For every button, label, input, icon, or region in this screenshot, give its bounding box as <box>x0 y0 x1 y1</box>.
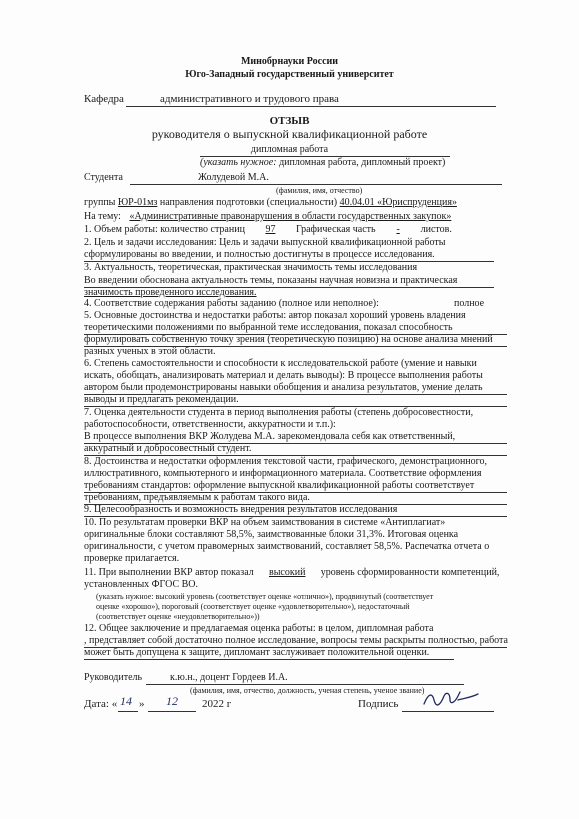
item-11-note-2: оценке «хорошо»), пороговый (соответствует оценке «удовлетворительно»), недостаточный <box>96 602 410 611</box>
document-subtitle: руководителя о выпускной квалификационной работе <box>151 127 428 141</box>
item-8-line-4: требованиям, предъявляемым к работам такого вида. <box>84 492 310 503</box>
item-3-line-1: 3. Актуальность, теоретическая, практическая значимость темы исследования <box>84 262 418 273</box>
competence-level: высокий <box>268 567 306 578</box>
item-3-underline <box>84 287 494 288</box>
handwritten-signature-icon <box>420 688 484 710</box>
item-6-line-2: искать, обобщать, анализировать материал и делать выводы): В процессе выполнения работы <box>84 370 483 381</box>
item-1: 1. Объем работы: количество страниц 97 Графическая часть - листов. <box>84 224 452 235</box>
student-caption: (фамилия, имя, отчество) <box>276 186 363 195</box>
item-6-line-1: 6. Степень самостоятельности и способности к исследовательской работе (умение и навыки <box>84 358 477 369</box>
date-day: 14 <box>120 694 132 708</box>
item-6-line-4: выводы и предлагать рекомендации. <box>84 394 239 405</box>
date-month: 12 <box>166 694 178 708</box>
work-type-hint: (указать нужное: дипломная работа, дипломный проект) <box>200 157 446 168</box>
item-3-line-2: Во введении обоснована актуальность темы, показаны научная новизна и практическая <box>84 275 458 286</box>
ministry-name: Минобрнауки России <box>240 56 339 67</box>
item-5-line-2: теоретическими положениями по выбранной теме исследования, показал способность <box>84 322 453 333</box>
item-11-note-1: (указать нужное: высокий уровень (соответствует оценке «отлично»), продвинутый (соответствует <box>96 592 434 601</box>
group-value: ЮР-01мз <box>117 197 158 208</box>
direction-value: 40.04.01 «Юриспруденция» <box>339 197 457 208</box>
item-12-line-1: 12. Общее заключение и предлагаемая оценка работы: в целом, дипломная работа <box>84 623 434 634</box>
date-year: 2022 г <box>202 698 232 710</box>
item-11: 11. При выполнении ВКР автор показал высокий уровень сформированности компетенций, <box>84 567 500 578</box>
item-3-line-3: значимость проведенного исследования. <box>84 287 257 298</box>
item-8-line-1: 8. Достоинства и недостатки оформления текстовой части, графического, демонстрационного, <box>84 456 488 467</box>
supervisor-value: к.ю.н., доцент Гордеев И.А. <box>170 672 288 683</box>
student-value: Жолудевой М.А. <box>198 172 269 183</box>
date-month-underline <box>148 711 196 712</box>
item-9: 9. Целесообразность и возможность внедрения результатов исследования <box>84 504 398 515</box>
item-5-line-3: формулировать собственную точку зрения (теоретическую позицию) на основе анализа мнений <box>84 334 493 345</box>
item-11-line-2: установленных ФГОС ВО. <box>84 579 198 590</box>
item-6-line-3: автором были продемонстрированы навыки обобщения и анализа результатов, умение делать <box>84 382 483 393</box>
student-underline <box>130 184 502 185</box>
graphic-sheets: - <box>396 224 400 235</box>
item-5-underline-b <box>84 346 507 347</box>
kafedra-underline <box>126 106 496 107</box>
item-2-line-1: 2. Цель и задачи исследования: Цель и задачи выпускной квалификационной работы <box>84 237 446 248</box>
item-7-line-1: 7. Оценка деятельности студента в период выполнения работы (степень добросовестности, <box>84 407 474 418</box>
item-7-underline-a <box>84 443 507 444</box>
item-10-line-2: оригинальные блоки составляют 58,5%, заимствованные блоки 31,3%. Итоговая оценка <box>84 529 459 540</box>
supervisor-caption: (фамилия, имя, отчество, должность, ученая степень, ученое звание) <box>190 686 425 695</box>
supervisor-underline <box>146 684 464 685</box>
item-8-line-3: требованиям стандартов: оформление выпускной квалификационной работы соответствует <box>84 480 475 491</box>
item-7-line-2: работоспособности, ответственности, аккуратности и т.п.): <box>84 419 336 430</box>
signature-label: Подпись <box>358 698 399 710</box>
item-8-line-2: иллюстративного, компьютерного и информационного материала. Соответствие оформления <box>84 468 482 479</box>
item-8-underline-a <box>84 492 507 493</box>
item-10-line-3: оригинальности, с учетом правомерных заимствований, составляет 58,5%. Распечатка отчета о <box>84 541 490 552</box>
date-day-underline <box>118 711 138 712</box>
student-label: Студента <box>84 172 123 183</box>
item-5-underline-a <box>84 334 507 335</box>
item-6-underline-a <box>84 394 507 395</box>
item-10-line-4: проверке прилагается. <box>84 553 180 564</box>
group-line: группы ЮР-01мз направления подготовки (специальности) 40.04.01 «Юриспруденция» <box>84 197 457 208</box>
item-5-line-1: 5. Основные достоинства и недостатки работы: автор показал хороший уровень владения <box>84 310 466 321</box>
date-mid: » <box>139 698 145 710</box>
item-7-line-4: аккуратный и добросовестный студент. <box>84 443 252 454</box>
item-12-line-2: , представляет собой достаточно полное исследование, вопросы темы раскрыты полностью, работа <box>84 635 508 646</box>
kafedra-value: административного и трудового права <box>160 93 339 105</box>
university-name: Юго-Западный государственный университет <box>185 69 394 80</box>
item-4-value: полное <box>454 298 485 309</box>
item-12-underline-b <box>84 659 454 660</box>
item-10-line-1: 10. По результатам проверки ВКР на объем заимствования в системе «Антиплагиат» <box>84 517 446 528</box>
date-label: Дата: « <box>84 698 118 710</box>
supervisor-label: Руководитель <box>84 672 143 683</box>
topic-value: «Административные правонарушения в области государственных закупок» <box>129 211 452 222</box>
item-5-line-4: разных ученых в этой области. <box>84 346 216 357</box>
item-2-line-2: сформулированы во введении, и полностью достигнуты в процессе исследования. <box>84 249 435 260</box>
kafedra-label: Кафедра <box>84 93 124 105</box>
item-7-line-3: В процессе выполнения ВКР Жолудева М.А. зарекомендовала себя как ответственный, <box>84 431 456 442</box>
pages-count: 97 <box>265 224 276 235</box>
signature-underline <box>402 711 494 712</box>
work-type-value: дипломная работа <box>250 144 329 155</box>
item-4-label: 4. Соответствие содержания работы заданию (полное или неполное): <box>84 298 379 309</box>
item-11-note-3: (соответствует оценке «неудовлетворительно»)) <box>96 612 260 621</box>
item-12-underline-a <box>84 647 507 648</box>
document-title: ОТЗЫВ <box>269 115 310 127</box>
item-12-line-3: может быть допущена к защите, дипломант заслуживает положительной оценки. <box>84 647 430 658</box>
topic-line: На тему: «Административные правонарушения в области государственных закупок» <box>84 211 452 222</box>
